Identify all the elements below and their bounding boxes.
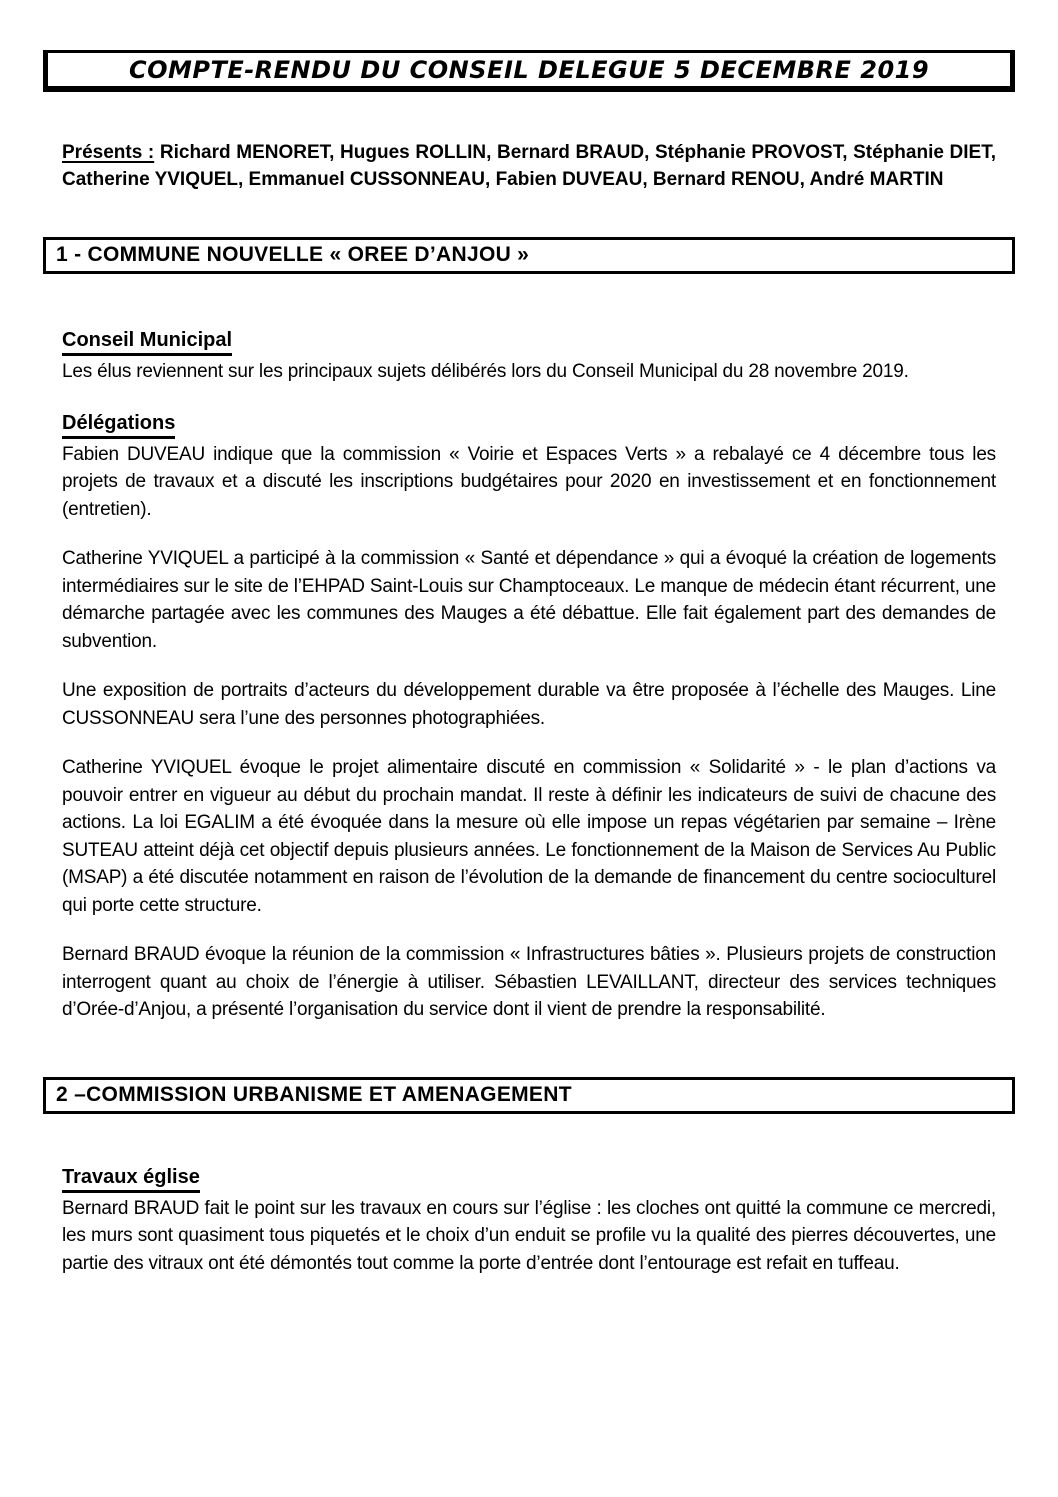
paragraph-delegations-3: Une exposition de portraits d’acteurs du développement durable va être proposée à l’échelle des Mauges. Line CUSSONNEAU sera l’une des personnes photographiées.: [62, 680, 996, 729]
paragraph-conseil-municipal-1: Les élus reviennent sur les principaux sujets délibérés lors du Conseil Municipal du 28 novembre 2019.: [62, 361, 909, 382]
document-title-box: [43, 50, 1015, 92]
section-header-1: [43, 237, 1015, 274]
presents-paragraph: [62, 139, 996, 193]
paragraph-delegations-1: Fabien DUVEAU indique que la commission « Voirie et Espaces Verts » a rebalayé ce 4 décembre tous les projets de travaux et a discuté les inscriptions budgétaires pour 2020 en investissement et en fonctionnement (entretien).: [62, 443, 996, 520]
presents-names: Richard MENORET, Hugues ROLLIN, Bernard BRAUD, Stéphanie PROVOST, Stéphanie DIET, Catherine YVIQUEL, Emmanuel CUSSONNEAU, Fabien DUVEAU, Bernard RENOU, André MARTIN: [62, 142, 997, 190]
subsection-title-delegations: Délégations: [62, 411, 996, 439]
section-header-2-label: 2 –COMMISSION URBANISME ET AMENAGEMENT: [56, 1082, 572, 1106]
subsection-title-travaux-eglise: Travaux église: [62, 1165, 996, 1193]
section-header-1-label: 1 - COMMUNE NOUVELLE « OREE D’ANJOU »: [56, 243, 530, 266]
paragraph-delegations-5: Bernard BRAUD évoque la réunion de la commission « Infrastructures bâties ». Plusieurs projets de construction interrogent quant au choix de l’énergie à utiliser. Sébastien LEVAILLANT, directeur des services techniques d’Orée-d’Anjou, a présenté l’organisation du service dont il vient de prendre la responsabilité.: [62, 944, 996, 1020]
paragraph-delegations-2: Catherine YVIQUEL a participé à la commission « Santé et dépendance » qui a évoqué la création de logements intermédiaires sur le site de l’EHPAD Saint-Louis sur Champtoceaux. Le manque de médecin étant récurrent, une démarche partagée avec les communes des Mauges a été débattue. Elle fait également part des demandes de subvention.: [62, 548, 996, 652]
presents-label: Présents :: [62, 142, 155, 163]
document-title: COMPTE-RENDU DU CONSEIL DELEGUE 5 DECEMBRE 2019: [128, 55, 930, 84]
paragraph-delegations-4: Catherine YVIQUEL évoque le projet alimentaire discuté en commission « Solidarité » - le plan d’actions va pouvoir entrer en vigueur au début du prochain mandat. Il reste à définir les indicateurs de suivi de chacune des actions. La loi EGALIM a été évoquée dans la mesure où elle impose un repas végétarien par semaine – Irène SUTEAU atteint déjà cet objectif depuis plusieurs années. Le fonctionnement de la Maison de Services Au Public (MSAP) a été discutée notamment en raison de l’évolution de la demande de financement du centre socioculturel qui porte cette structure.: [62, 757, 996, 916]
section-header-2: [43, 1077, 1015, 1114]
paragraph-travaux-eglise-1: Bernard BRAUD fait le point sur les travaux en cours sur l’église : les cloches ont quitté la commune ce mercredi, les murs sont quasiment tous piquetés et le choix d’un enduit se profile vu la qualité des pierres découvertes, une partie des vitraux ont été démontés tout comme la porte d’entrée dont l’entourage est refait en tuffeau.: [62, 1197, 996, 1274]
subsection-title-conseil-municipal: Conseil Municipal: [62, 328, 996, 356]
